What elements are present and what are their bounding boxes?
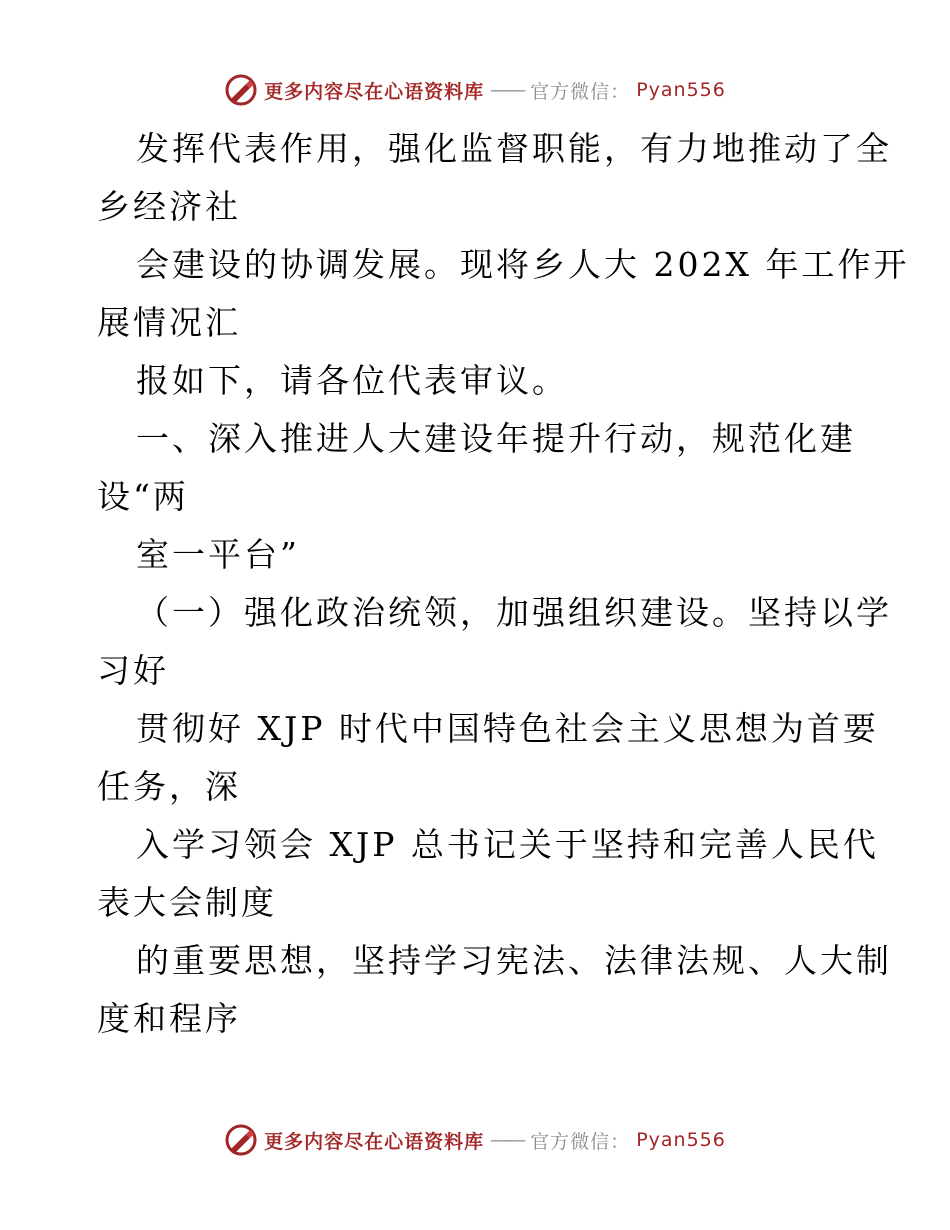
body-line: 任务，深 <box>97 767 241 806</box>
banner-label: 官方微信： <box>530 1130 631 1153</box>
body-line: 展情况汇 <box>97 303 241 342</box>
body-line: 室一平台” <box>136 535 300 574</box>
footer-banner <box>0 1120 950 1160</box>
banner-id: Pyan556 <box>636 79 726 101</box>
body-line: 习好 <box>97 651 169 690</box>
body-line: 度和程序 <box>97 999 241 1038</box>
body-line: 设“两 <box>97 477 189 516</box>
body-line: 的重要思想，坚持学习宪法、法律法规、人大制 <box>136 941 892 980</box>
body-line: 会建设的协调发展。现将乡人大 202X 年工作开 <box>136 245 910 284</box>
body-line: 报如下，请各位代表审议。 <box>136 361 568 400</box>
body-line: 一、深入推进人大建设年提升行动，规范化建 <box>136 419 856 458</box>
banner-id: Pyan556 <box>636 1129 726 1151</box>
header-banner <box>0 70 950 110</box>
body-line: （一）强化政治统领，加强组织建设。坚持以学 <box>136 593 892 632</box>
body-line: 表大会制度 <box>97 883 277 922</box>
banner-dash: —— <box>490 79 525 101</box>
banner-label: 官方微信： <box>530 80 631 103</box>
pen-circle-logo-icon <box>224 73 258 107</box>
body-line: 乡经济社 <box>97 187 241 226</box>
body-line: 入学习领会 XJP 总书记关于坚持和完善人民代 <box>136 825 879 864</box>
banner-text: 更多内容尽在心语资料库 <box>264 1130 485 1153</box>
body-line: 贯彻好 XJP 时代中国特色社会主义思想为首要 <box>136 709 879 748</box>
pen-circle-logo-icon <box>224 1123 258 1157</box>
body-line: 发挥代表作用，强化监督职能，有力地推动了全 <box>136 129 892 168</box>
banner-text: 更多内容尽在心语资料库 <box>264 80 485 103</box>
banner-dash: —— <box>490 1129 525 1151</box>
